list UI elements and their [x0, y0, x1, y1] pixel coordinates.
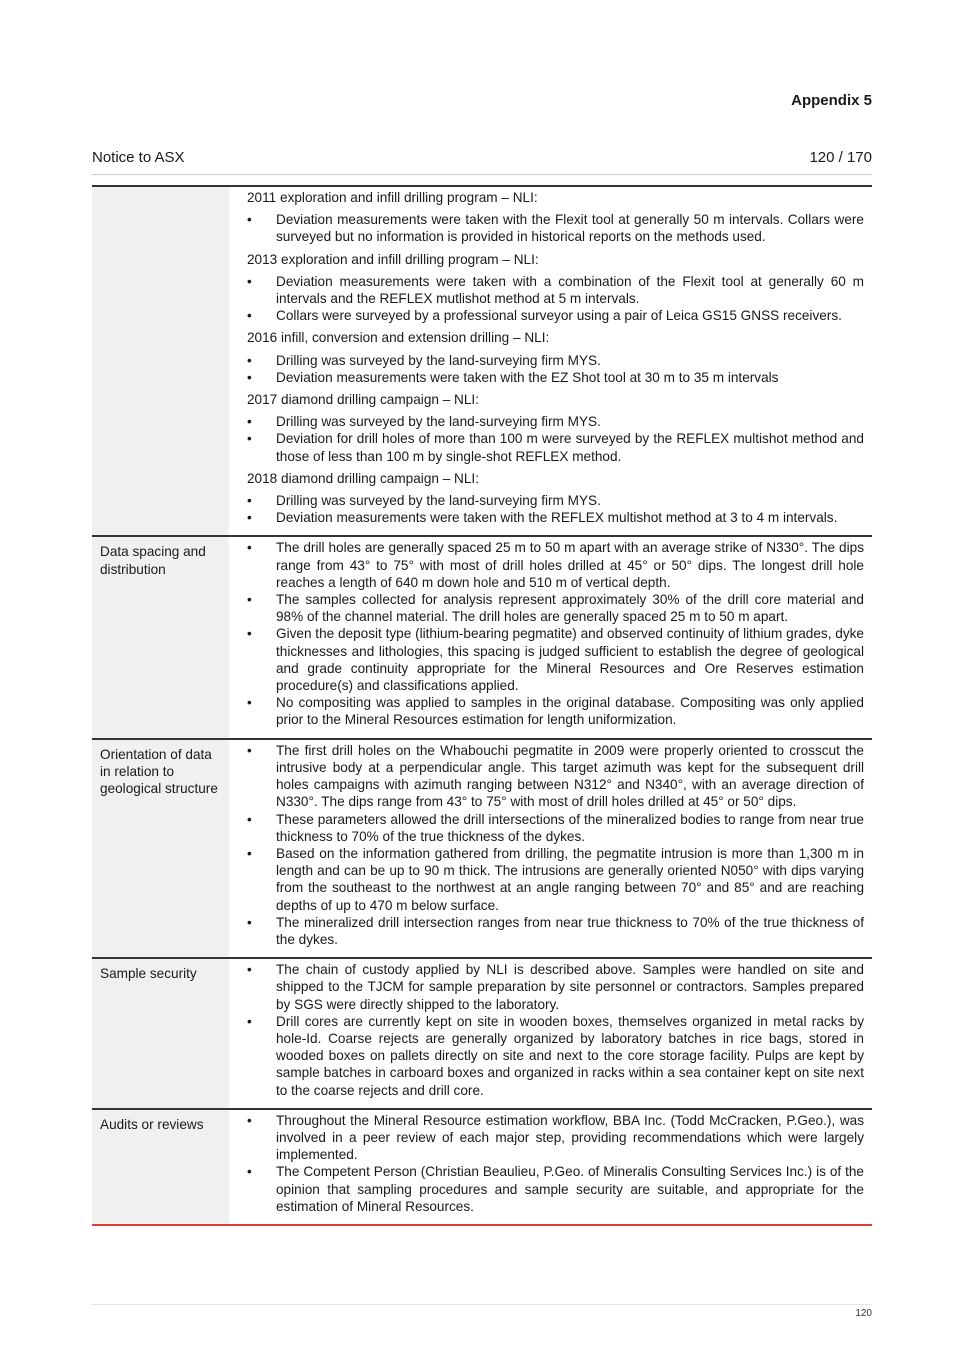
footer-divider — [92, 1304, 872, 1305]
list-item: • The first drill holes on the Whabouchi pegmatite in 2009 were properly oriented to crosscut the intrusive body at a perpendicular angle. This target azimuth was kept for the subsequent drill holes campaigns with azimuth ranging between N312° and N340°, with an average direction of N330°. The dips range from 43° to 75° with most of drill holes drilled at 45° or 50° dips. — [247, 742, 864, 811]
bullet-list — [247, 352, 864, 386]
list-item: • The chain of custody applied by NLI is described above. Samples were handled on site and shipped to the TJCM for sample preparation by site personnel or contractors. Samples prepared by SGS were directly shipped to the laboratory. — [247, 961, 864, 1013]
bullet-list — [247, 742, 864, 948]
bullet-list — [247, 539, 864, 728]
section-heading: 2018 diamond drilling campaign – NLI: — [247, 470, 479, 486]
row-content — [229, 1109, 872, 1225]
row-label — [92, 186, 229, 536]
list-item: • Based on the information gathered from drilling, the pegmatite intrusion is more than 1,300 m in length and can be up to 90 m thick. The intrusions are generally oriented N050° with dips varying from the southeast to the northwest at an angle ranging between 70° and 85° and are reaching depths of up to 470 m below surface. — [247, 845, 864, 914]
list-item: • The Competent Person (Christian Beaulieu, P.Geo. of Mineralis Consulting Services Inc.) is of the opinion that sampling procedures and sample security are suitable, and appropriate for the estimation of Mineral Resources. — [247, 1163, 864, 1215]
list-item: • The mineralized drill intersection ranges from near true thickness to 70% of the true thickness of the dykes. — [247, 914, 864, 948]
table-row — [92, 739, 872, 958]
page-number: 120 — [855, 1308, 872, 1319]
list-item: • Throughout the Mineral Resource estimation workflow, BBA Inc. (Todd McCracken, P.Geo.), was involved in a peer review of each major step, providing recommendations which were largely implemented. — [247, 1112, 864, 1164]
document-title: Notice to ASX — [92, 149, 185, 166]
row-content — [229, 536, 872, 738]
list-item: • Deviation for drill holes of more than 100 m were surveyed by the REFLEX multishot method and those of less than 100 m by single-shot REFLEX method. — [247, 430, 864, 464]
appendix-title: Appendix 5 — [791, 92, 872, 109]
list-item: • Drilling was surveyed by the land-surveying firm MYS. — [247, 492, 864, 509]
section-heading: 2013 exploration and infill drilling program – NLI: — [247, 251, 539, 267]
list-item: • Drilling was surveyed by the land-surveying firm MYS. — [247, 352, 864, 369]
table-row — [92, 186, 872, 536]
row-label: Orientation of data in relation to geological structure — [92, 739, 229, 958]
list-item: • Deviation measurements were taken with the Flexit tool at generally 50 m intervals. Collars were surveyed but no information is provided in historical reports on the methods used. — [247, 211, 864, 245]
table-row — [92, 1109, 872, 1225]
bullet-list — [247, 1112, 864, 1215]
bullet-list — [247, 273, 864, 325]
list-item: • Collars were surveyed by a professional surveyor using a pair of Leica GS15 GNSS receivers. — [247, 307, 864, 324]
bullet-list — [247, 492, 864, 526]
list-item: • Deviation measurements were taken with the EZ Shot tool at 30 m to 35 m intervals — [247, 369, 864, 386]
table-row — [92, 958, 872, 1109]
row-content — [229, 739, 872, 958]
bullet-list — [247, 961, 864, 1099]
list-item: • The drill holes are generally spaced 25 m to 50 m apart with an average strike of N330°. The dips range from 43° to 75° with most of drill holes drilled at 45° or 50° dips. The longest drill hole reaches a length of 640 m down hole and 510 m of vertical depth. — [247, 539, 864, 591]
list-item: • Deviation measurements were taken with the REFLEX multishot method at 3 to 4 m intervals. — [247, 509, 864, 526]
header-divider — [92, 174, 872, 175]
row-content — [229, 958, 872, 1109]
list-item: • No compositing was applied to samples in the original database. Compositing was only applied prior to the Mineral Resources estimation for length uniformization. — [247, 694, 864, 728]
row-label: Audits or reviews — [92, 1109, 229, 1225]
section-heading: 2017 diamond drilling campaign – NLI: — [247, 392, 479, 408]
bullet-list — [247, 413, 864, 465]
list-item: • Drill cores are currently kept on site in wooden boxes, themselves organized in metal racks by hole-Id. Coarse rejects are generally organized by laboratory batches in rice bags, stored in wooded boxes on pallets directly on site and next to the core storage facility. Pulps are kept by sample batches in carboard boxes and organized in racks within a sea container kept on site next to the coarse rejects and drill core. — [247, 1013, 864, 1099]
list-item: • The samples collected for analysis represent approximately 30% of the drill core material and 98% of the channel material. The drill holes are generally spaced 25 m to 50 m apart. — [247, 591, 864, 625]
table-row — [92, 536, 872, 738]
section-heading: 2016 infill, conversion and extension drilling – NLI: — [247, 330, 550, 346]
page-counter: 120 / 170 — [809, 149, 872, 166]
jorc-table — [92, 185, 872, 1226]
row-content — [229, 186, 872, 536]
list-item: • These parameters allowed the drill intersections of the mineralized bodies to range from near true thickness to 70% of the true thickness of the dykes. — [247, 811, 864, 845]
list-item: • Deviation measurements were taken with a combination of the Flexit tool at generally 60 m intervals and the REFLEX mutlishot method at 5 m intervals. — [247, 273, 864, 307]
row-label: Sample security — [92, 958, 229, 1109]
bullet-list — [247, 211, 864, 245]
section-heading: 2011 exploration and infill drilling program – NLI: — [247, 190, 538, 205]
list-item: • Given the deposit type (lithium-bearing pegmatite) and observed continuity of lithium grades, dyke thicknesses and lithologies, this spacing is judged sufficient to establish the degree of geological and grade continuity appropriate for the Mineral Resources and Ore Reserves estimation procedure(s) and classifications applied. — [247, 625, 864, 694]
list-item: • Drilling was surveyed by the land-surveying firm MYS. — [247, 413, 864, 430]
row-label: Data spacing and distribution — [92, 536, 229, 738]
